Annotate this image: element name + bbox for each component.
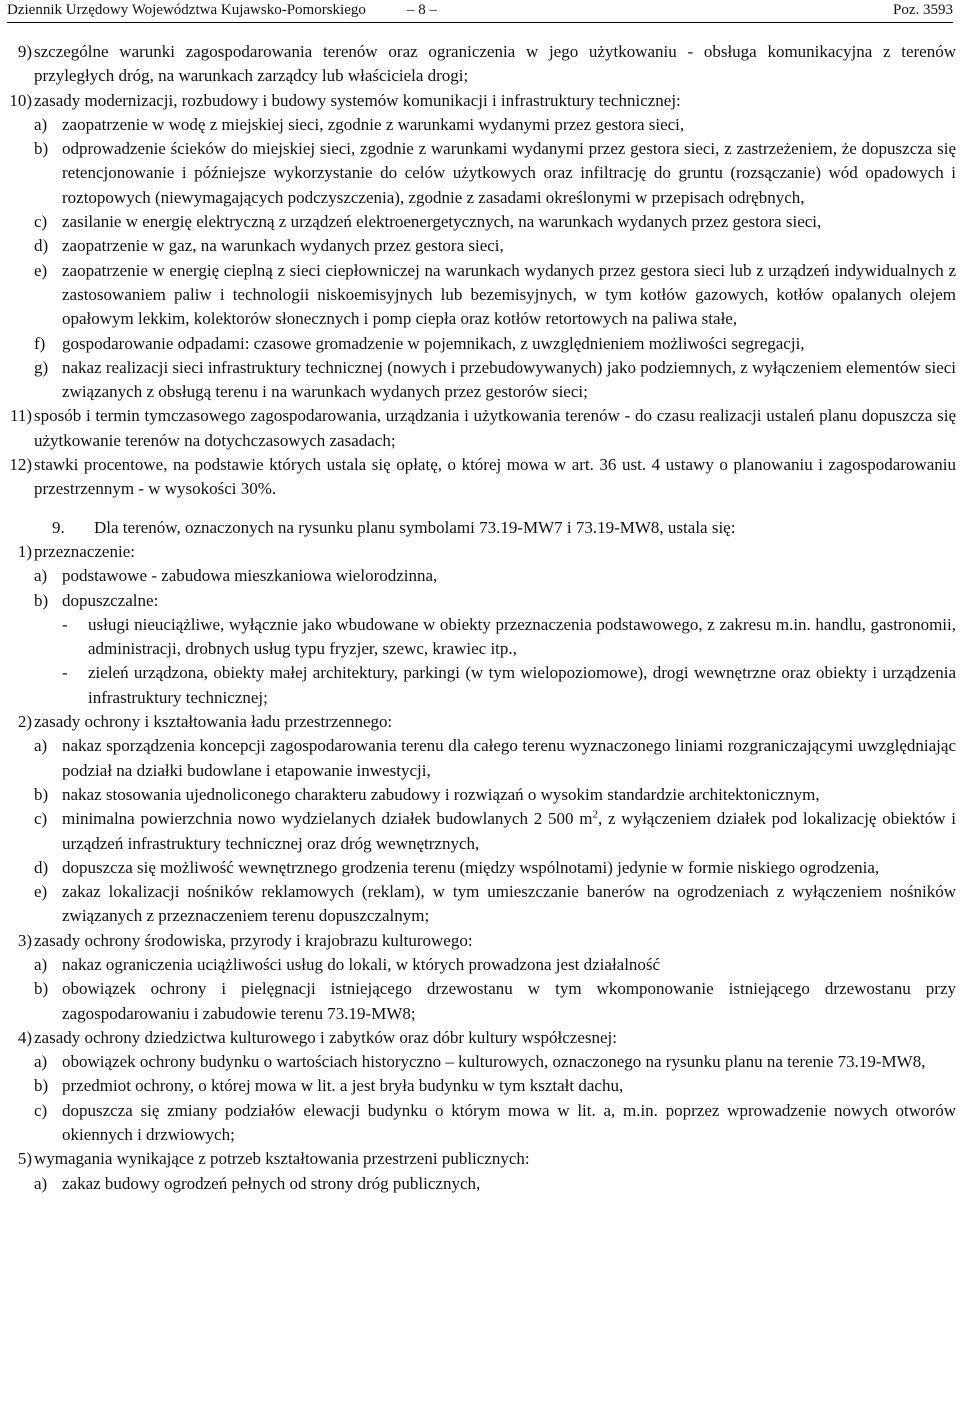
sub-item xyxy=(0,1074,960,1098)
sub-item xyxy=(0,880,960,929)
dash-item xyxy=(0,661,960,710)
item-text-end: , z wyłączeniem działek pod lokalizację obiektów i urządzeń infrastruktury technicznej oraz dróg wewnętrznych, xyxy=(62,809,956,853)
item-text: zakaz lokalizacji nośników reklamowych (reklam), w tym umieszczanie banerów na ogrodzeniach z wyłączeniem nośników związanych z przeznaczeniem terenu dopuszczalnym; xyxy=(62,882,956,926)
item-text: zieleń urządzona, obiekty małej architektury, parkingi (w tym wielopoziomowe), drogi wewnętrzne oraz obiekty i urządzenia infrastruktury technicznej; xyxy=(88,663,956,707)
list-item xyxy=(0,1147,960,1171)
sub-item xyxy=(0,137,960,210)
item-text: zasilanie w energię elektryczną z urządzeń elektroenergetycznych, na warunkach wydanych przez gestora sieci, xyxy=(62,212,822,232)
item-number: 10) xyxy=(9,90,32,110)
sub-item xyxy=(0,234,960,258)
sub-item xyxy=(0,1172,960,1196)
item-text: odprowadzenie ścieków do miejskiej sieci, zgodnie z warunkami wydanymi przez gestora sieci, z zastrzeżeniem, że dopuszcza się retencjonowanie i późniejsze wykorzystanie do celów użytkowych oraz infiltrację do gruntu (rozsączanie) wód opadowych i roztopowych (niewymagających podczyszczenia), zgodnie z zasadami określonymi w przepisach odrębnych, xyxy=(62,139,956,207)
item-number: 2) xyxy=(17,712,32,732)
item-number: 11) xyxy=(9,406,32,426)
list-item xyxy=(0,929,960,953)
section-text: Dla terenów, oznaczonych na rysunku planu symbolami 73.19-MW7 i 73.19-MW8, ustala się: xyxy=(94,517,736,537)
item-text: dopuszczalne: xyxy=(62,590,159,610)
sub-item xyxy=(0,856,960,880)
item-text: dopuszcza się możliwość wewnętrznego grodzenia terenu (między wspólnotami) jedynie w formie niskiego ogrodzenia, xyxy=(62,857,880,877)
item-letter: c) xyxy=(34,1100,48,1120)
item-text: nakaz realizacji sieci infrastruktury technicznej (nowych i przebudowywanych) jako podziemnych, z wyłączeniem elementów sieci związanych z obsługą terenu i na warunkach wydanych przez gestorów sieci; xyxy=(62,357,957,402)
item-letter: a) xyxy=(34,566,48,586)
sub-item xyxy=(0,332,960,356)
item-text: usługi nieuciążliwe, wyłącznie jako wbudowane w obiekty przeznaczenia podstawowego, z zakresu m.in. handlu, gastronomii, administracji, drobnych usług typu fryzjer, szewc, krawiec itp., xyxy=(88,614,956,659)
sub-item xyxy=(0,807,960,856)
item-number: 9) xyxy=(17,42,32,61)
item-number: 5) xyxy=(17,1149,32,1169)
item-text: zasady ochrony i kształtowania ładu przestrzennego: xyxy=(34,712,393,732)
list-item xyxy=(0,89,960,113)
sub-item xyxy=(0,210,960,234)
item-number: 3) xyxy=(17,930,32,950)
item-letter: b) xyxy=(34,139,49,159)
item-letter: a) xyxy=(34,736,48,756)
list-item xyxy=(0,40,960,89)
item-letter: c) xyxy=(34,809,48,829)
item-number: 12) xyxy=(9,455,32,475)
superscript: 2 xyxy=(592,808,598,821)
item-text: obowiązek ochrony i pielęgnacji istniejącego drzewostanu w tym wkomponowanie istniejącego drzewostanu przy zagospodarowaniu i zabudowie terenu 73.19-MW8; xyxy=(62,979,956,1023)
item-text: zasady ochrony dziedzictwa kulturowego i zabytków oraz dóbr kultury współczesnej: xyxy=(34,1027,618,1047)
item-text: obowiązek ochrony budynku o wartościach historyczno – kulturowych, oznaczonego na rysunku planu na terenie 73.19-MW8, xyxy=(62,1052,926,1072)
item-number: 4) xyxy=(17,1027,32,1047)
item-letter: c) xyxy=(34,212,48,232)
section-paragraph xyxy=(0,516,960,540)
sub-item xyxy=(0,356,960,405)
item-text: zaopatrzenie w energię cieplną z sieci ciepłowniczej na warunkach wydanych przez gestora sieci lub z urządzeń indywidualnych z zastosowaniem paliw i technologii niskoemisyjnych lub bezemisyjnych, w tym kotłów gazowych, kotłów opalanych olejem opałowym lekkim, kolektorów słonecznych i pomp ciepła oraz kotłów retortowych na paliwa stałe, xyxy=(62,260,956,329)
item-letter: d) xyxy=(34,857,49,877)
sub-item xyxy=(0,953,960,977)
item-text: wymagania wynikające z potrzeb kształtowania przestrzeni publicznych: xyxy=(34,1149,530,1169)
page-number: – 8 – xyxy=(407,2,437,18)
position-number: Poz. 3593 xyxy=(893,2,953,18)
item-text: zasady ochrony środowiska, przyrody i krajobrazu kulturowego: xyxy=(34,930,473,950)
sub-item xyxy=(0,113,960,137)
item-letter: a) xyxy=(34,1173,48,1193)
item-text-start: minimalna powierzchnia nowo wydzielanych działek budowlanych 2 500 m xyxy=(62,809,593,829)
item-text: zakaz budowy ogrodzeń pełnych od strony dróg publicznych, xyxy=(62,1173,481,1193)
item-text: sposób i termin tymczasowego zagospodarowania, urządzania i użytkowania terenów - do czasu realizacji ustaleń planu dopuszcza się użytkowanie terenów na dotychczasowych zasadach; xyxy=(34,406,956,450)
item-letter: a) xyxy=(34,954,48,974)
item-letter: b) xyxy=(34,1076,49,1096)
item-letter: a) xyxy=(34,1052,48,1072)
sub-item xyxy=(0,1050,960,1074)
item-letter: e) xyxy=(34,260,48,280)
item-text: podstawowe - zabudowa mieszkaniowa wielorodzinna, xyxy=(62,566,438,586)
item-letter: f) xyxy=(34,333,46,353)
item-letter: b) xyxy=(34,590,49,610)
sub-item xyxy=(0,783,960,807)
item-letter: a) xyxy=(34,114,48,134)
sub-item xyxy=(0,1099,960,1148)
sub-item xyxy=(0,734,960,783)
item-number: 1) xyxy=(17,541,32,561)
item-dash: - xyxy=(62,663,68,683)
list-item xyxy=(0,404,960,453)
journal-title: Dziennik Urzędowy Województwa Kujawsko-Pomorskiego xyxy=(7,2,366,18)
page-header xyxy=(7,0,953,23)
item-text: zasady modernizacji, rozbudowy i budowy systemów komunikacji i infrastruktury technicznej: xyxy=(34,90,681,110)
dash-item xyxy=(0,613,960,662)
item-text: stawki procentowe, na podstawie których ustala się opłatę, o której mowa w art. 36 ust. 4 ustawy o planowaniu i zagospodarowaniu przestrzennym - w wysokości 30%. xyxy=(34,455,956,499)
item-text: przedmiot ochrony, o której mowa w lit. a jest bryła budynku w tym kształt dachu, xyxy=(62,1076,624,1096)
list-item xyxy=(0,540,960,564)
section-number: 9. xyxy=(52,517,65,537)
item-text: nakaz ograniczenia uciążliwości usług do lokali, w których prowadzona jest działalność xyxy=(62,954,661,974)
item-dash: - xyxy=(62,614,68,634)
item-text: zaopatrzenie w gaz, na warunkach wydanych przez gestora sieci, xyxy=(62,236,504,256)
item-letter: d) xyxy=(34,236,49,256)
item-text: dopuszcza się zmiany podziałów elewacji budynku o którym mowa w lit. a, m.in. poprzez wprowadzenie nowych otworów okiennych i drzwiowych; xyxy=(62,1100,956,1145)
item-text: przeznaczenie: xyxy=(34,541,135,561)
list-item xyxy=(0,710,960,734)
sub-item xyxy=(0,589,960,613)
list-item xyxy=(0,453,960,502)
item-letter: g) xyxy=(34,357,49,377)
sub-item xyxy=(0,564,960,588)
sub-item xyxy=(0,259,960,332)
item-letter: e) xyxy=(34,882,48,902)
sub-item xyxy=(0,977,960,1026)
item-letter: b) xyxy=(34,784,49,804)
list-item xyxy=(0,1026,960,1050)
item-text: nakaz stosowania ujednoliconego charakteru zabudowy i rozwiązań o wysokim standardzie architektonicznym, xyxy=(62,784,820,804)
item-text: gospodarowanie odpadami: czasowe gromadzenie w pojemnikach, z uwzględnieniem możliwości segregacji, xyxy=(62,333,805,353)
item-text: szczególne warunki zagospodarowania terenów oraz ograniczenia w jego użytkowaniu - obsługa komunikacyjna z terenów przyległych dróg, na warunkach zarządcy lub właściciela drogi; xyxy=(34,42,956,86)
item-letter: b) xyxy=(34,979,49,999)
document-body xyxy=(0,40,960,1196)
item-text: nakaz sporządzenia koncepcji zagospodarowania terenu dla całego terenu wyznaczonego liniami rozgraniczającymi uwzględniając podział na działki budowlane i etapowanie inwestycji, xyxy=(62,736,956,780)
item-text: zaopatrzenie w wodę z miejskiej sieci, zgodnie z warunkami wydanymi przez gestora sieci, xyxy=(62,114,685,134)
